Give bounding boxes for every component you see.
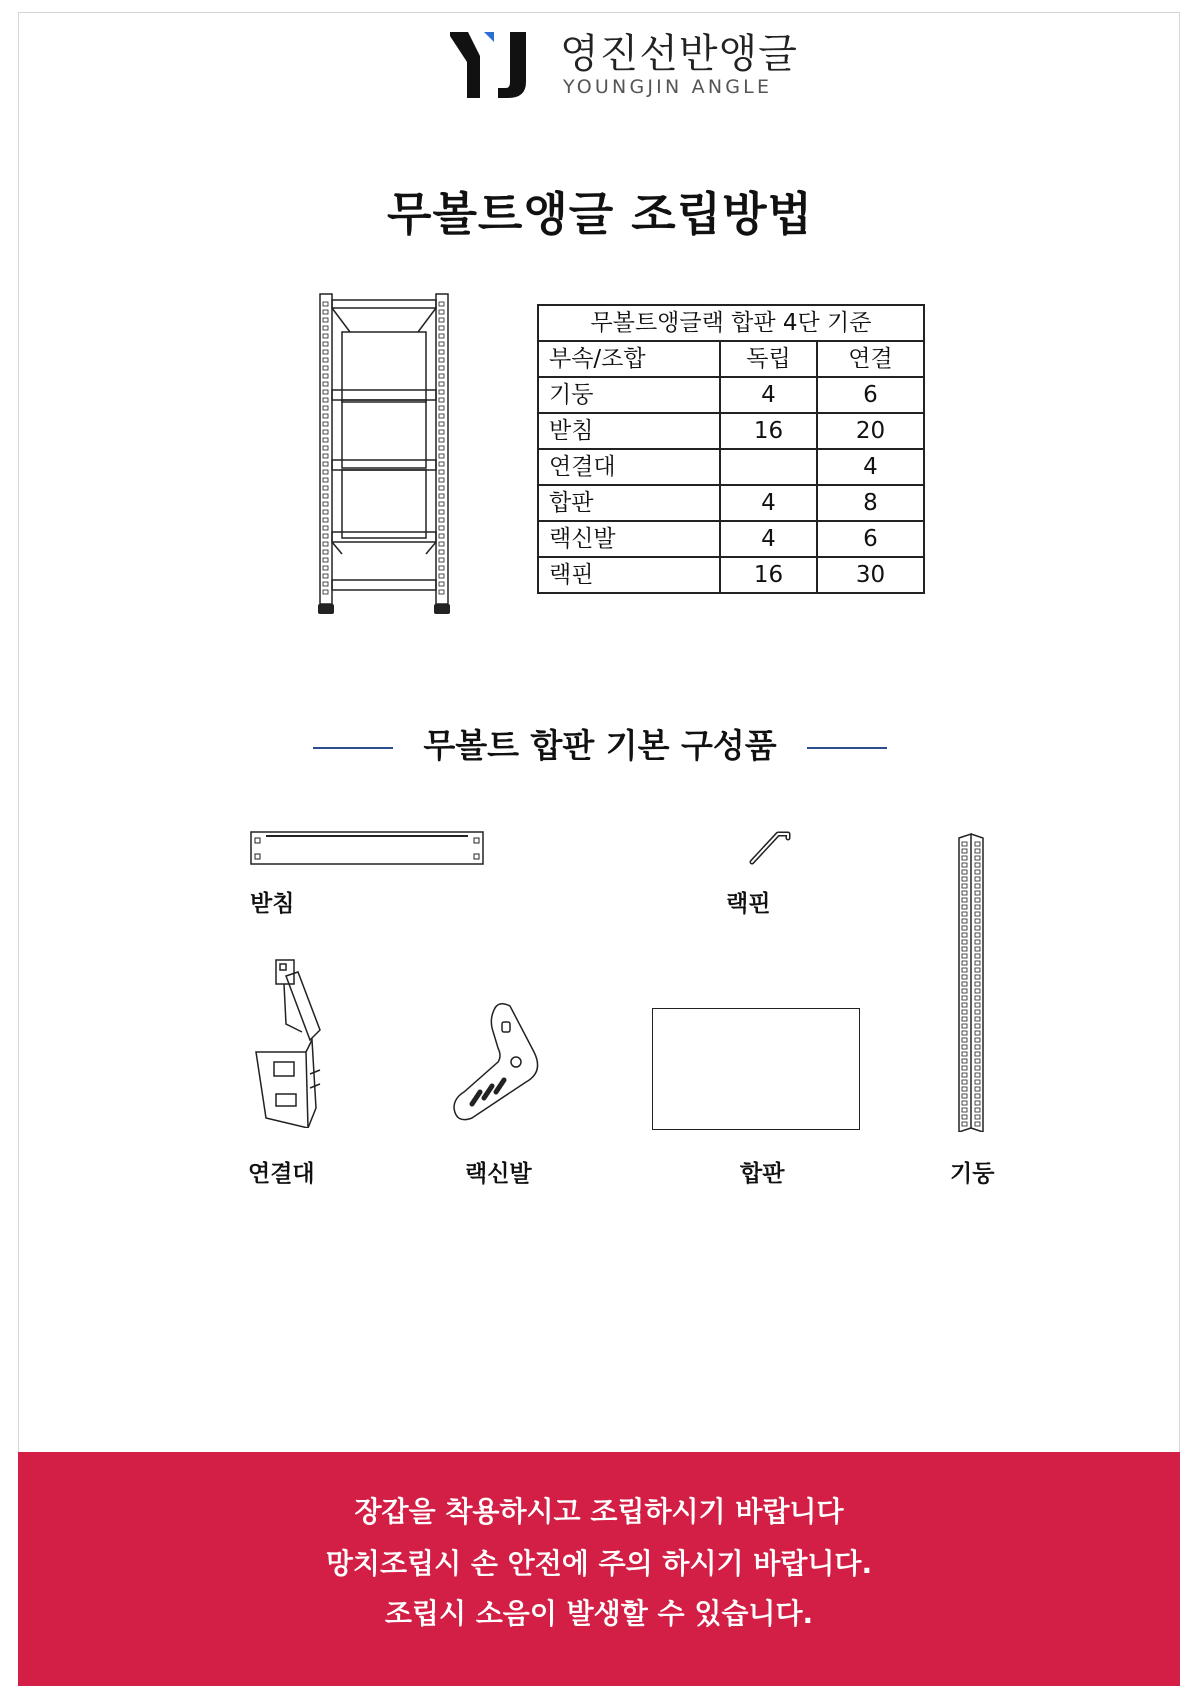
plywood-board-icon	[652, 1008, 860, 1130]
header-standalone: 독립	[720, 341, 817, 377]
row-connected: 30	[817, 557, 924, 593]
row-standalone: 4	[720, 521, 817, 557]
part-label-plywood: 합판	[740, 1161, 785, 1187]
table-row	[538, 377, 924, 413]
table-caption-row	[538, 305, 924, 341]
row-connected: 6	[817, 521, 924, 557]
notice-line-1: 장갑을 착용하시고 조립하시기 바랍니다	[354, 1495, 844, 1528]
part-label-rack-pin: 랙핀	[726, 891, 771, 917]
brand-name-english: YOUNGJIN ANGLE	[563, 76, 773, 98]
table-header-row	[538, 341, 924, 377]
row-standalone	[720, 449, 817, 485]
rack-pin-icon	[748, 830, 792, 866]
brand-name-korean: 영진선반앵글	[560, 31, 798, 77]
table-caption: 무볼트앵글랙 합판 4단 기준	[538, 305, 924, 341]
table-row	[538, 521, 924, 557]
yj-logo-icon	[450, 32, 540, 98]
table-row	[538, 557, 924, 593]
row-connected: 4	[817, 449, 924, 485]
page-frame	[18, 12, 1180, 1685]
brand-logo	[450, 30, 810, 100]
row-label: 연결대	[538, 449, 720, 485]
row-label: 기둥	[538, 377, 720, 413]
notice-line-2: 망치조립시 손 안전에 주의 하시기 바랍니다.	[325, 1547, 873, 1580]
header-part: 부속/조합	[538, 341, 720, 377]
part-label-support: 받침	[250, 891, 295, 917]
row-connected: 8	[817, 485, 924, 521]
post-column-icon	[957, 832, 985, 1132]
page-title: 무볼트앵글 조립방법	[387, 187, 813, 241]
safety-notice-banner	[18, 1452, 1180, 1686]
components-section-heading	[0, 726, 1200, 766]
support-beam-icon	[250, 828, 484, 868]
shelf-rack-illustration	[318, 292, 468, 624]
row-connected: 20	[817, 413, 924, 449]
table-row	[538, 485, 924, 521]
part-label-rack-shoe: 랙신발	[465, 1161, 532, 1187]
row-label: 받침	[538, 413, 720, 449]
notice-line-3: 조립시 소음이 발생할 수 있습니다.	[384, 1597, 814, 1630]
header-connected: 연결	[817, 341, 924, 377]
part-label-post: 기둥	[950, 1161, 995, 1187]
row-standalone: 16	[720, 557, 817, 593]
section-title: 무볼트 합판 기본 구성품	[423, 726, 777, 765]
row-connected: 6	[817, 377, 924, 413]
parts-count-table	[537, 304, 925, 594]
divider-right	[807, 747, 887, 749]
row-label: 랙핀	[538, 557, 720, 593]
row-label: 랙신발	[538, 521, 720, 557]
table-row	[538, 449, 924, 485]
row-standalone: 16	[720, 413, 817, 449]
row-standalone: 4	[720, 377, 817, 413]
table-row	[538, 413, 924, 449]
row-standalone: 4	[720, 485, 817, 521]
rack-shoe-icon	[450, 1000, 544, 1124]
part-label-connector: 연결대	[248, 1161, 315, 1187]
row-label: 합판	[538, 485, 720, 521]
connector-bracket-icon	[254, 958, 334, 1128]
